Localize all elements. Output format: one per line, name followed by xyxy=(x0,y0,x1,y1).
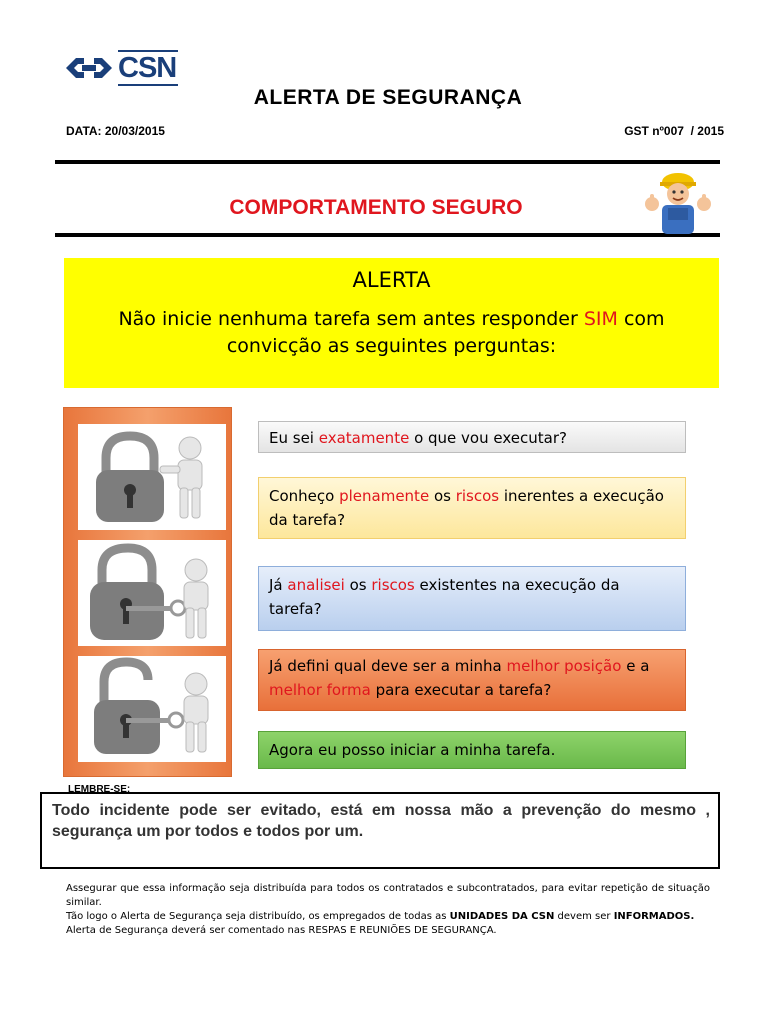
padlock-key-image xyxy=(78,540,226,646)
padlock-figure-image xyxy=(78,424,226,530)
alert-title: ALERTA xyxy=(352,268,431,292)
section-title: COMPORTAMENTO SEGURO xyxy=(229,196,523,219)
footer-line: Alerta de Segurança deverá ser comentado nas RESPAS E REUNIÕES DE SEGURANÇA. xyxy=(66,925,497,936)
alert-box xyxy=(64,258,719,388)
document-number: GST nº007 / 2015 xyxy=(624,124,724,138)
remember-text: Todo incidente pode ser evitado, está em nossa mão a prevenção do mesmo , segurança um por todos e todos por um. xyxy=(52,802,710,840)
open-padlock-image xyxy=(78,656,226,762)
divider xyxy=(55,233,720,237)
alert-highlight: SIM xyxy=(583,308,618,330)
logo-text: CSN xyxy=(118,52,177,84)
question-1: Eu sei exatamente o que vou executar? xyxy=(258,421,686,453)
worker-thumbs-up-icon xyxy=(640,168,716,234)
footer-notes xyxy=(66,882,710,938)
question-2: Conheço plenamente os riscos inerentes a execução da tarefa? xyxy=(258,477,686,539)
question-3: Já analisei os riscos existentes na execução da tarefa? xyxy=(258,566,686,631)
remember-label: LEMBRE-SE: xyxy=(68,784,131,795)
page-title: ALERTA DE SEGURANÇA xyxy=(253,86,523,109)
footer-line: Tão logo o Alerta de Segurança seja distribuído, os empregados de todas as UNIDADES DA CSN devem ser INFORMADOS. xyxy=(66,911,695,922)
divider xyxy=(55,160,720,164)
footer-line: Assegurar que essa informação seja distribuída para todos os contratados e subcontratados, para evitar repetição de situação similar. xyxy=(66,883,710,908)
question-5: Agora eu posso iniciar a minha tarefa. xyxy=(258,731,686,769)
padlock-image-panel xyxy=(63,407,232,777)
question-4: Já defini qual deve ser a minha melhor posição e a melhor forma para executar a tarefa? xyxy=(258,649,686,711)
alert-text: Não inicie nenhuma tarefa sem antes responder SIM com convicção as seguintes perguntas: xyxy=(118,308,665,357)
date-label: DATA: 20/03/2015 xyxy=(66,124,165,138)
